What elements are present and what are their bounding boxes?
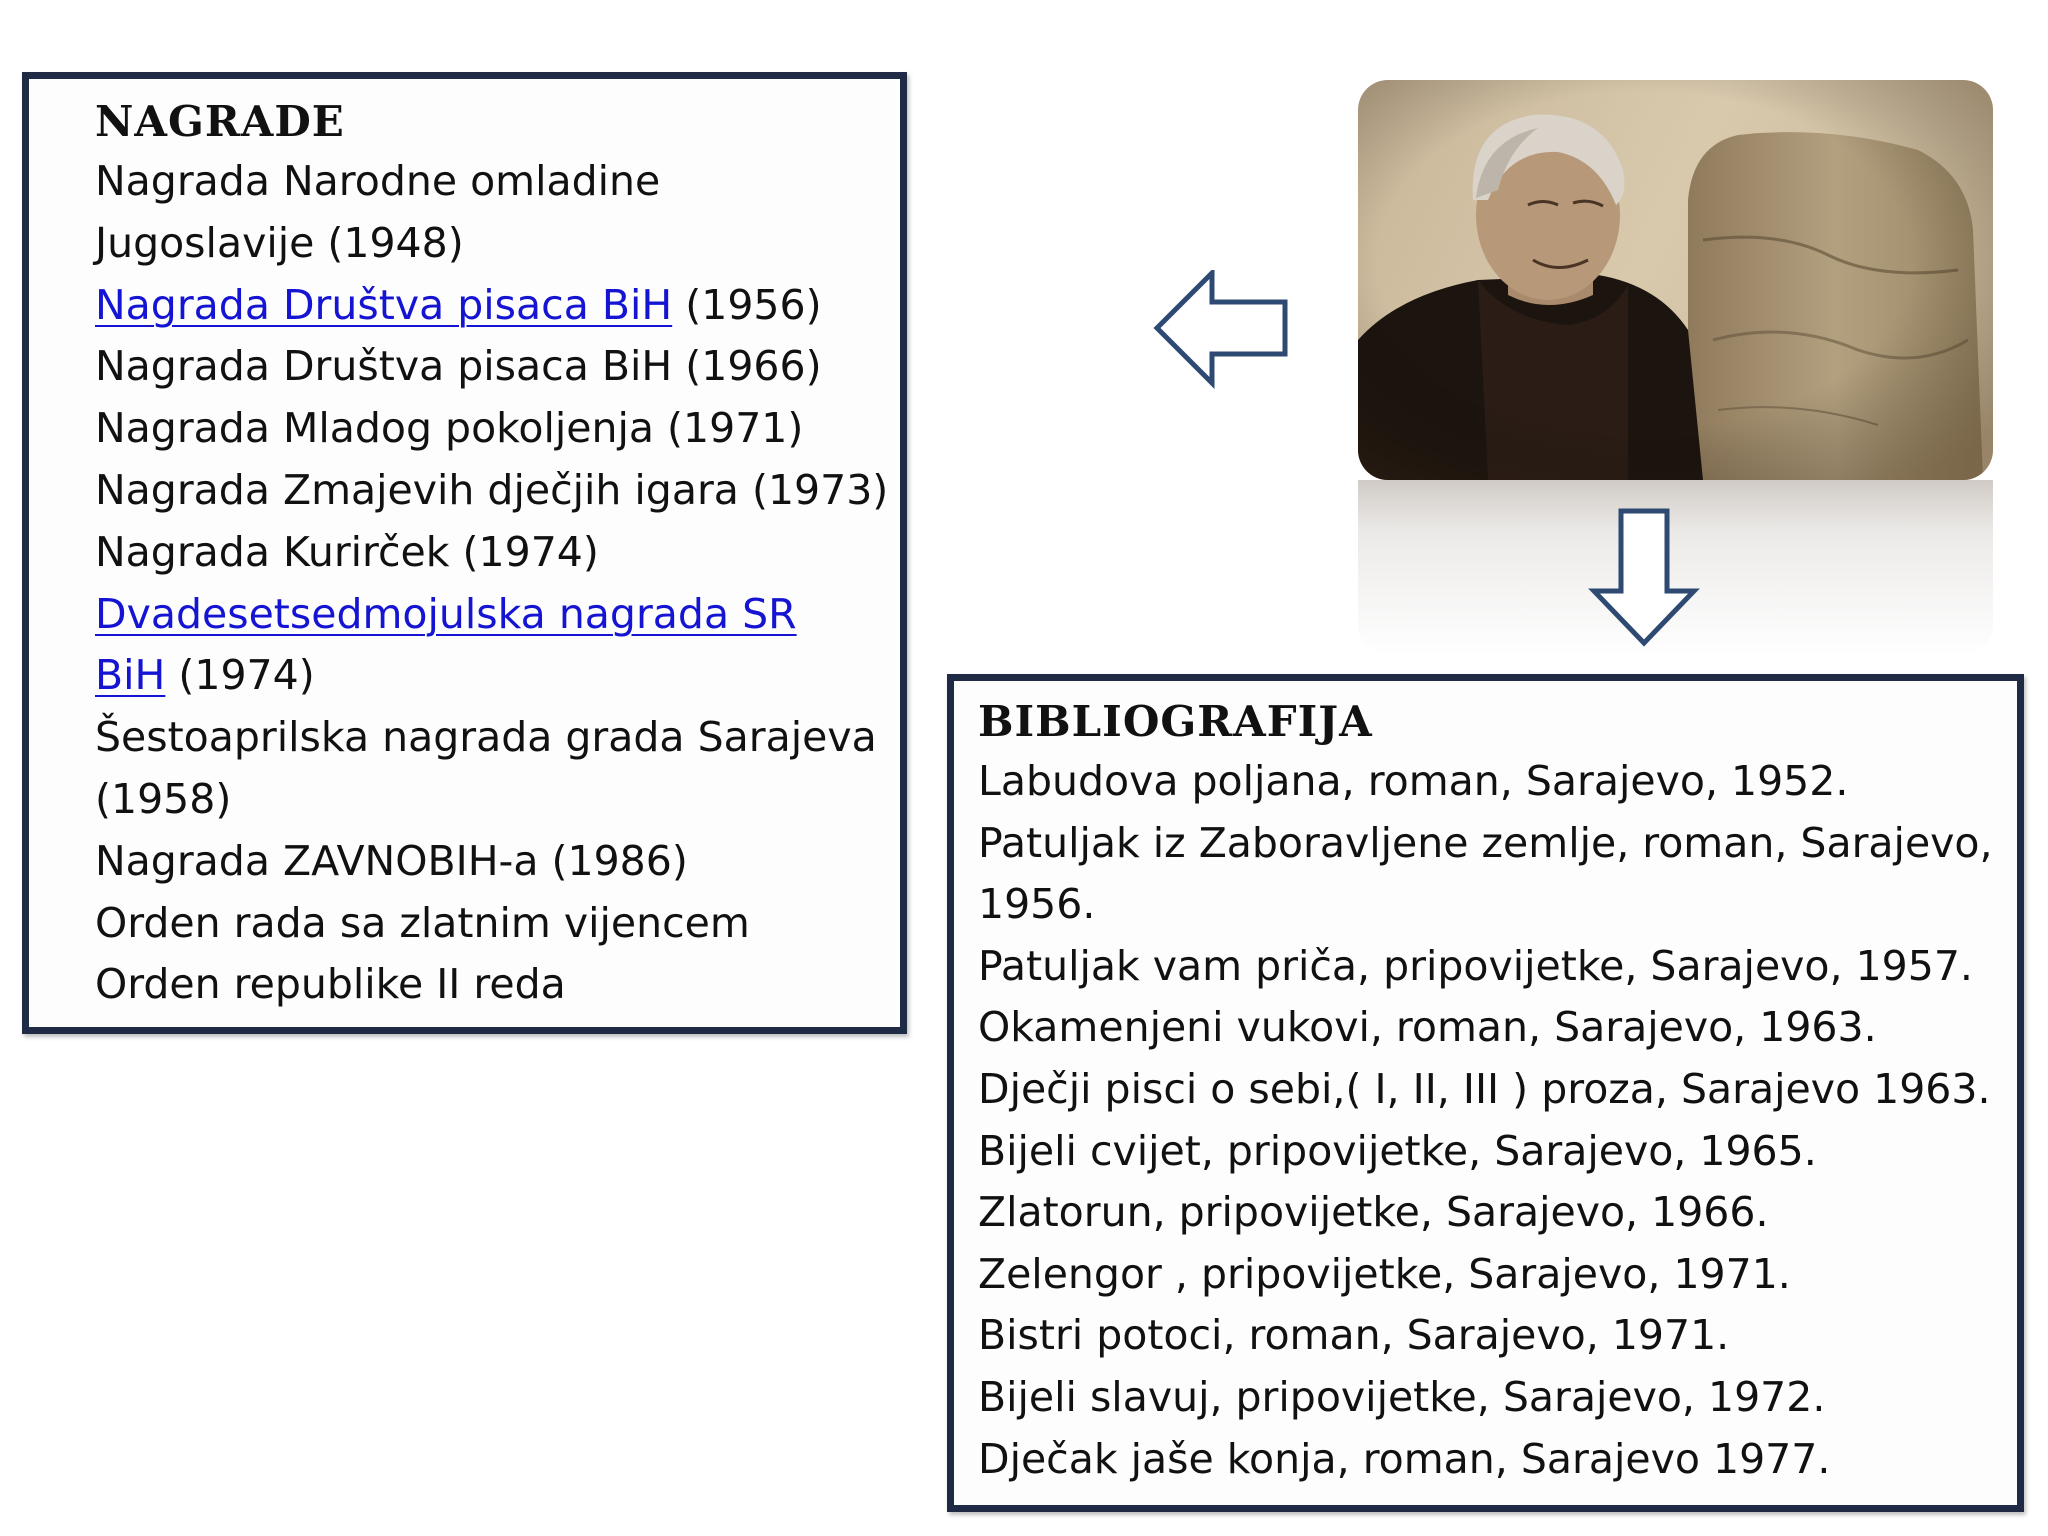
- bibliography-entry: Bijeli cvijet, pripovijetke, Sarajevo, 1965.: [978, 1126, 1817, 1175]
- awards-box: [22, 72, 907, 1034]
- bibliography-heading: BIBLIOGRAFIJA: [978, 697, 1373, 746]
- bibliography-entry: Bistri potoci, roman, Sarajevo, 1971.: [978, 1311, 1730, 1360]
- bibliography-entry: 1956.: [978, 880, 1096, 929]
- bibliography-entry: Dječji pisci o sebi,( I, II, III ) proza, Sarajevo 1963.: [978, 1064, 1991, 1113]
- award-line: [95, 213, 900, 275]
- bibliography-entry: Patuljak vam priča, pripovijetke, Sarajevo, 1957.: [978, 941, 1973, 990]
- award-text: Orden republike II reda: [95, 960, 566, 1009]
- awards-heading: NAGRADE: [95, 97, 345, 146]
- award-text: (1956): [672, 280, 822, 329]
- award-text: Nagrada Zmajevih dječjih igara (1973): [95, 465, 889, 514]
- award-line: [95, 151, 900, 213]
- bibliography-entry: Zlatorun, pripovijetke, Sarajevo, 1966.: [978, 1188, 1769, 1237]
- award-text: Nagrada Društva pisaca BiH (1966): [95, 342, 822, 391]
- arrow-down-icon: [1588, 508, 1700, 648]
- bibliography-entry: Bijeli slavuj, pripovijetke, Sarajevo, 1972.: [978, 1372, 1826, 1421]
- award-text: (1974): [165, 651, 315, 700]
- award-line: [95, 831, 900, 893]
- bibliography-list: [978, 751, 2017, 1490]
- award-text: (1958): [95, 774, 232, 823]
- award-text: Nagrada Mladog pokoljenja (1971): [95, 404, 804, 453]
- award-text: Nagrada Kurirček (1974): [95, 527, 599, 576]
- awards-list: [95, 151, 900, 1016]
- award-line: [95, 954, 900, 1016]
- award-link[interactable]: Dvadesetsedmojulska nagrada SR: [95, 589, 797, 638]
- award-line: [95, 522, 900, 584]
- award-link[interactable]: BiH: [95, 651, 166, 700]
- award-line: [95, 336, 900, 398]
- award-text: Šestoaprilska nagrada grada Sarajeva: [95, 713, 877, 762]
- bibliography-box: [947, 674, 2024, 1512]
- award-text: Nagrada ZAVNOBIH-a (1986): [95, 836, 688, 885]
- bibliography-entry: Patuljak iz Zaboravljene zemlje, roman, Sarajevo,: [978, 818, 1993, 867]
- award-line: [95, 893, 900, 955]
- award-text: Nagrada Narodne omladine: [95, 157, 661, 205]
- bibliography-entry: Zelengor , pripovijetke, Sarajevo, 1971.: [978, 1249, 1791, 1298]
- bibliography-entry: Labudova poljana, roman, Sarajevo, 1952.: [978, 757, 1849, 805]
- award-line: [95, 645, 900, 707]
- award-line: [95, 275, 900, 337]
- author-photo-illustration: [1358, 80, 1993, 480]
- bibliography-entry: Dječak jaše konja, roman, Sarajevo 1977.: [978, 1434, 1831, 1483]
- award-line: [95, 707, 900, 769]
- award-line: [95, 584, 900, 646]
- award-text: Orden rada sa zlatnim vijencem: [95, 898, 750, 947]
- arrow-left-icon: [1152, 270, 1292, 390]
- award-line: [95, 460, 900, 522]
- award-line: [95, 398, 900, 460]
- award-text: Jugoslavije (1948): [95, 218, 464, 267]
- award-line: [95, 769, 900, 831]
- author-photo: [1358, 80, 1993, 480]
- bibliography-entry: Okamenjeni vukovi, roman, Sarajevo, 1963.: [978, 1003, 1877, 1052]
- award-link[interactable]: Nagrada Društva pisaca BiH: [95, 280, 673, 329]
